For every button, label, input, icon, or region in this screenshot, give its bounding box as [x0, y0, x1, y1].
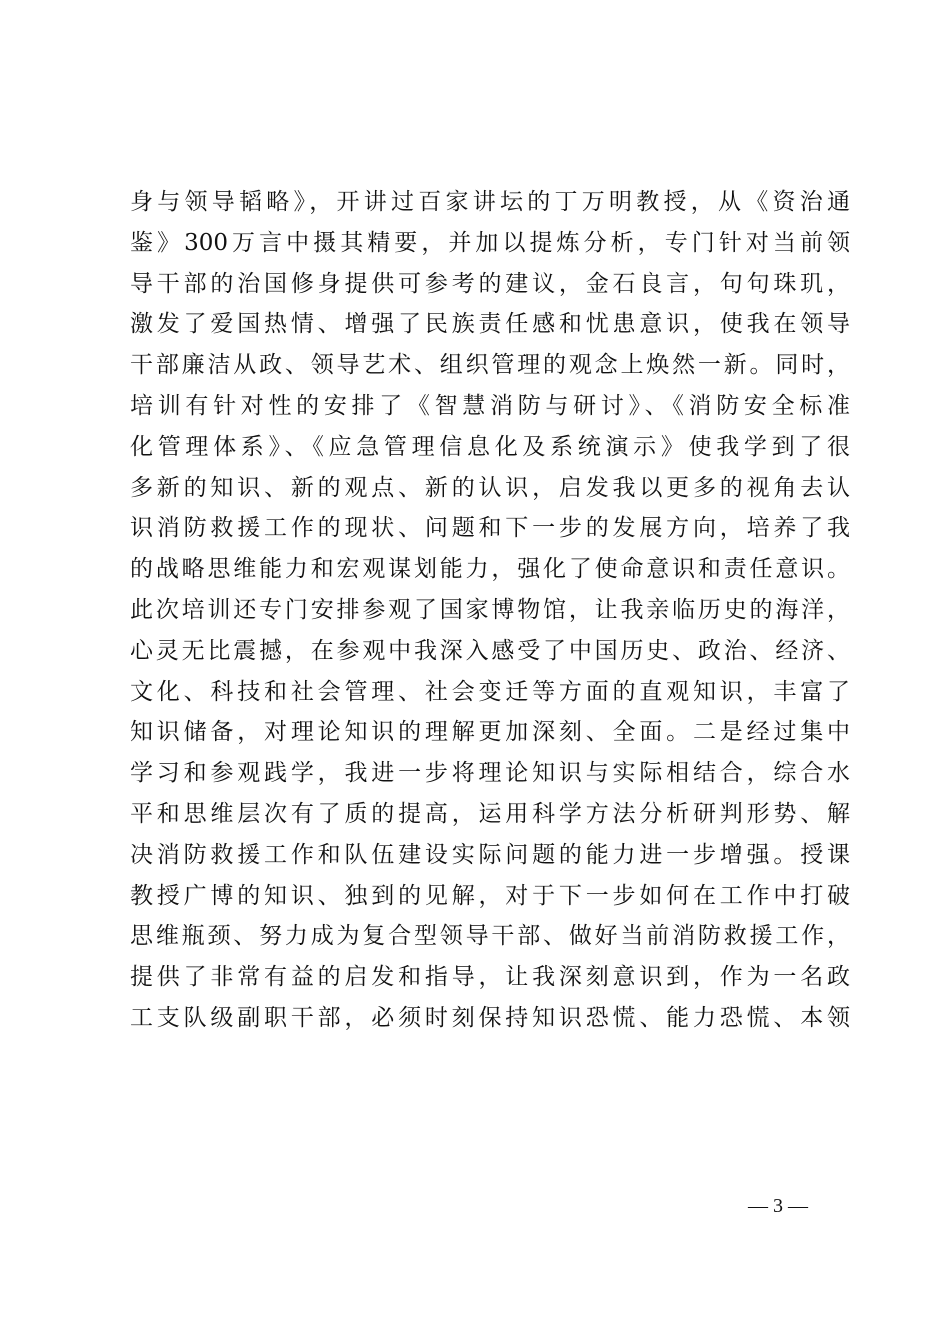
text-line: 导干部的治国修身提供可参考的建议，金石良言，句句珠玑， — [130, 270, 850, 297]
text-line: 培训有针对性的安排了《智慧消防与研讨》、《消防安全标准 — [130, 392, 850, 419]
text-line: 鉴》300万言中摄其精要，并加以提炼分析，专门针对当前领 — [130, 229, 850, 256]
text-line: 化管理体系》、《应急管理信息化及系统演示》使我学到了很 — [130, 433, 850, 460]
text-line: 身与领导韬略》，开讲过百家讲坛的丁万明教授，从《资治通 — [130, 189, 850, 215]
page-number: — 3 — — [748, 1195, 808, 1217]
text-line: 学习和参观践学，我进一步将理论知识与实际相结合，综合水 — [130, 760, 850, 787]
text-line: 决消防救援工作和队伍建设实际问题的能力进一步增强。授课 — [130, 841, 850, 868]
text-line: 工支队级副职干部，必须时刻保持知识恐慌、能力恐慌、本领 — [130, 1004, 850, 1031]
text-line: 提供了非常有益的启发和指导，让我深刻意识到，作为一名政 — [130, 964, 850, 991]
text-line: 思维瓶颈、努力成为复合型领导干部、做好当前消防救援工作， — [130, 923, 850, 950]
text-line: 多新的知识、新的观点、新的认识，启发我以更多的视角去认 — [130, 474, 850, 501]
text-line: 知识储备，对理论知识的理解更加深刻、全面。二是经过集中 — [130, 719, 850, 746]
text-line: 的战略思维能力和宏观谋划能力，强化了使命意识和责任意识。 — [130, 556, 850, 583]
text-line: 心灵无比震撼，在参观中我深入感受了中国历史、政治、经济、 — [130, 637, 850, 664]
body-text — [130, 182, 850, 1039]
text-line: 识消防救援工作的现状、问题和下一步的发展方向，培养了我 — [130, 515, 850, 542]
text-line: 文化、科技和社会管理、社会变迁等方面的直观知识，丰富了 — [130, 678, 850, 705]
text-line: 激发了爱国热情、增强了民族责任感和忧患意识，使我在领导 — [130, 311, 850, 338]
text-line: 平和思维层次有了质的提高，运用科学方法分析研判形势、解 — [130, 800, 850, 827]
text-line: 教授广博的知识、独到的见解，对于下一步如何在工作中打破 — [130, 882, 850, 909]
text-line: 干部廉洁从政、领导艺术、组织管理的观念上焕然一新。同时， — [130, 352, 850, 379]
text-line: 此次培训还专门安排参观了国家博物馆，让我亲临历史的海洋， — [130, 596, 850, 623]
